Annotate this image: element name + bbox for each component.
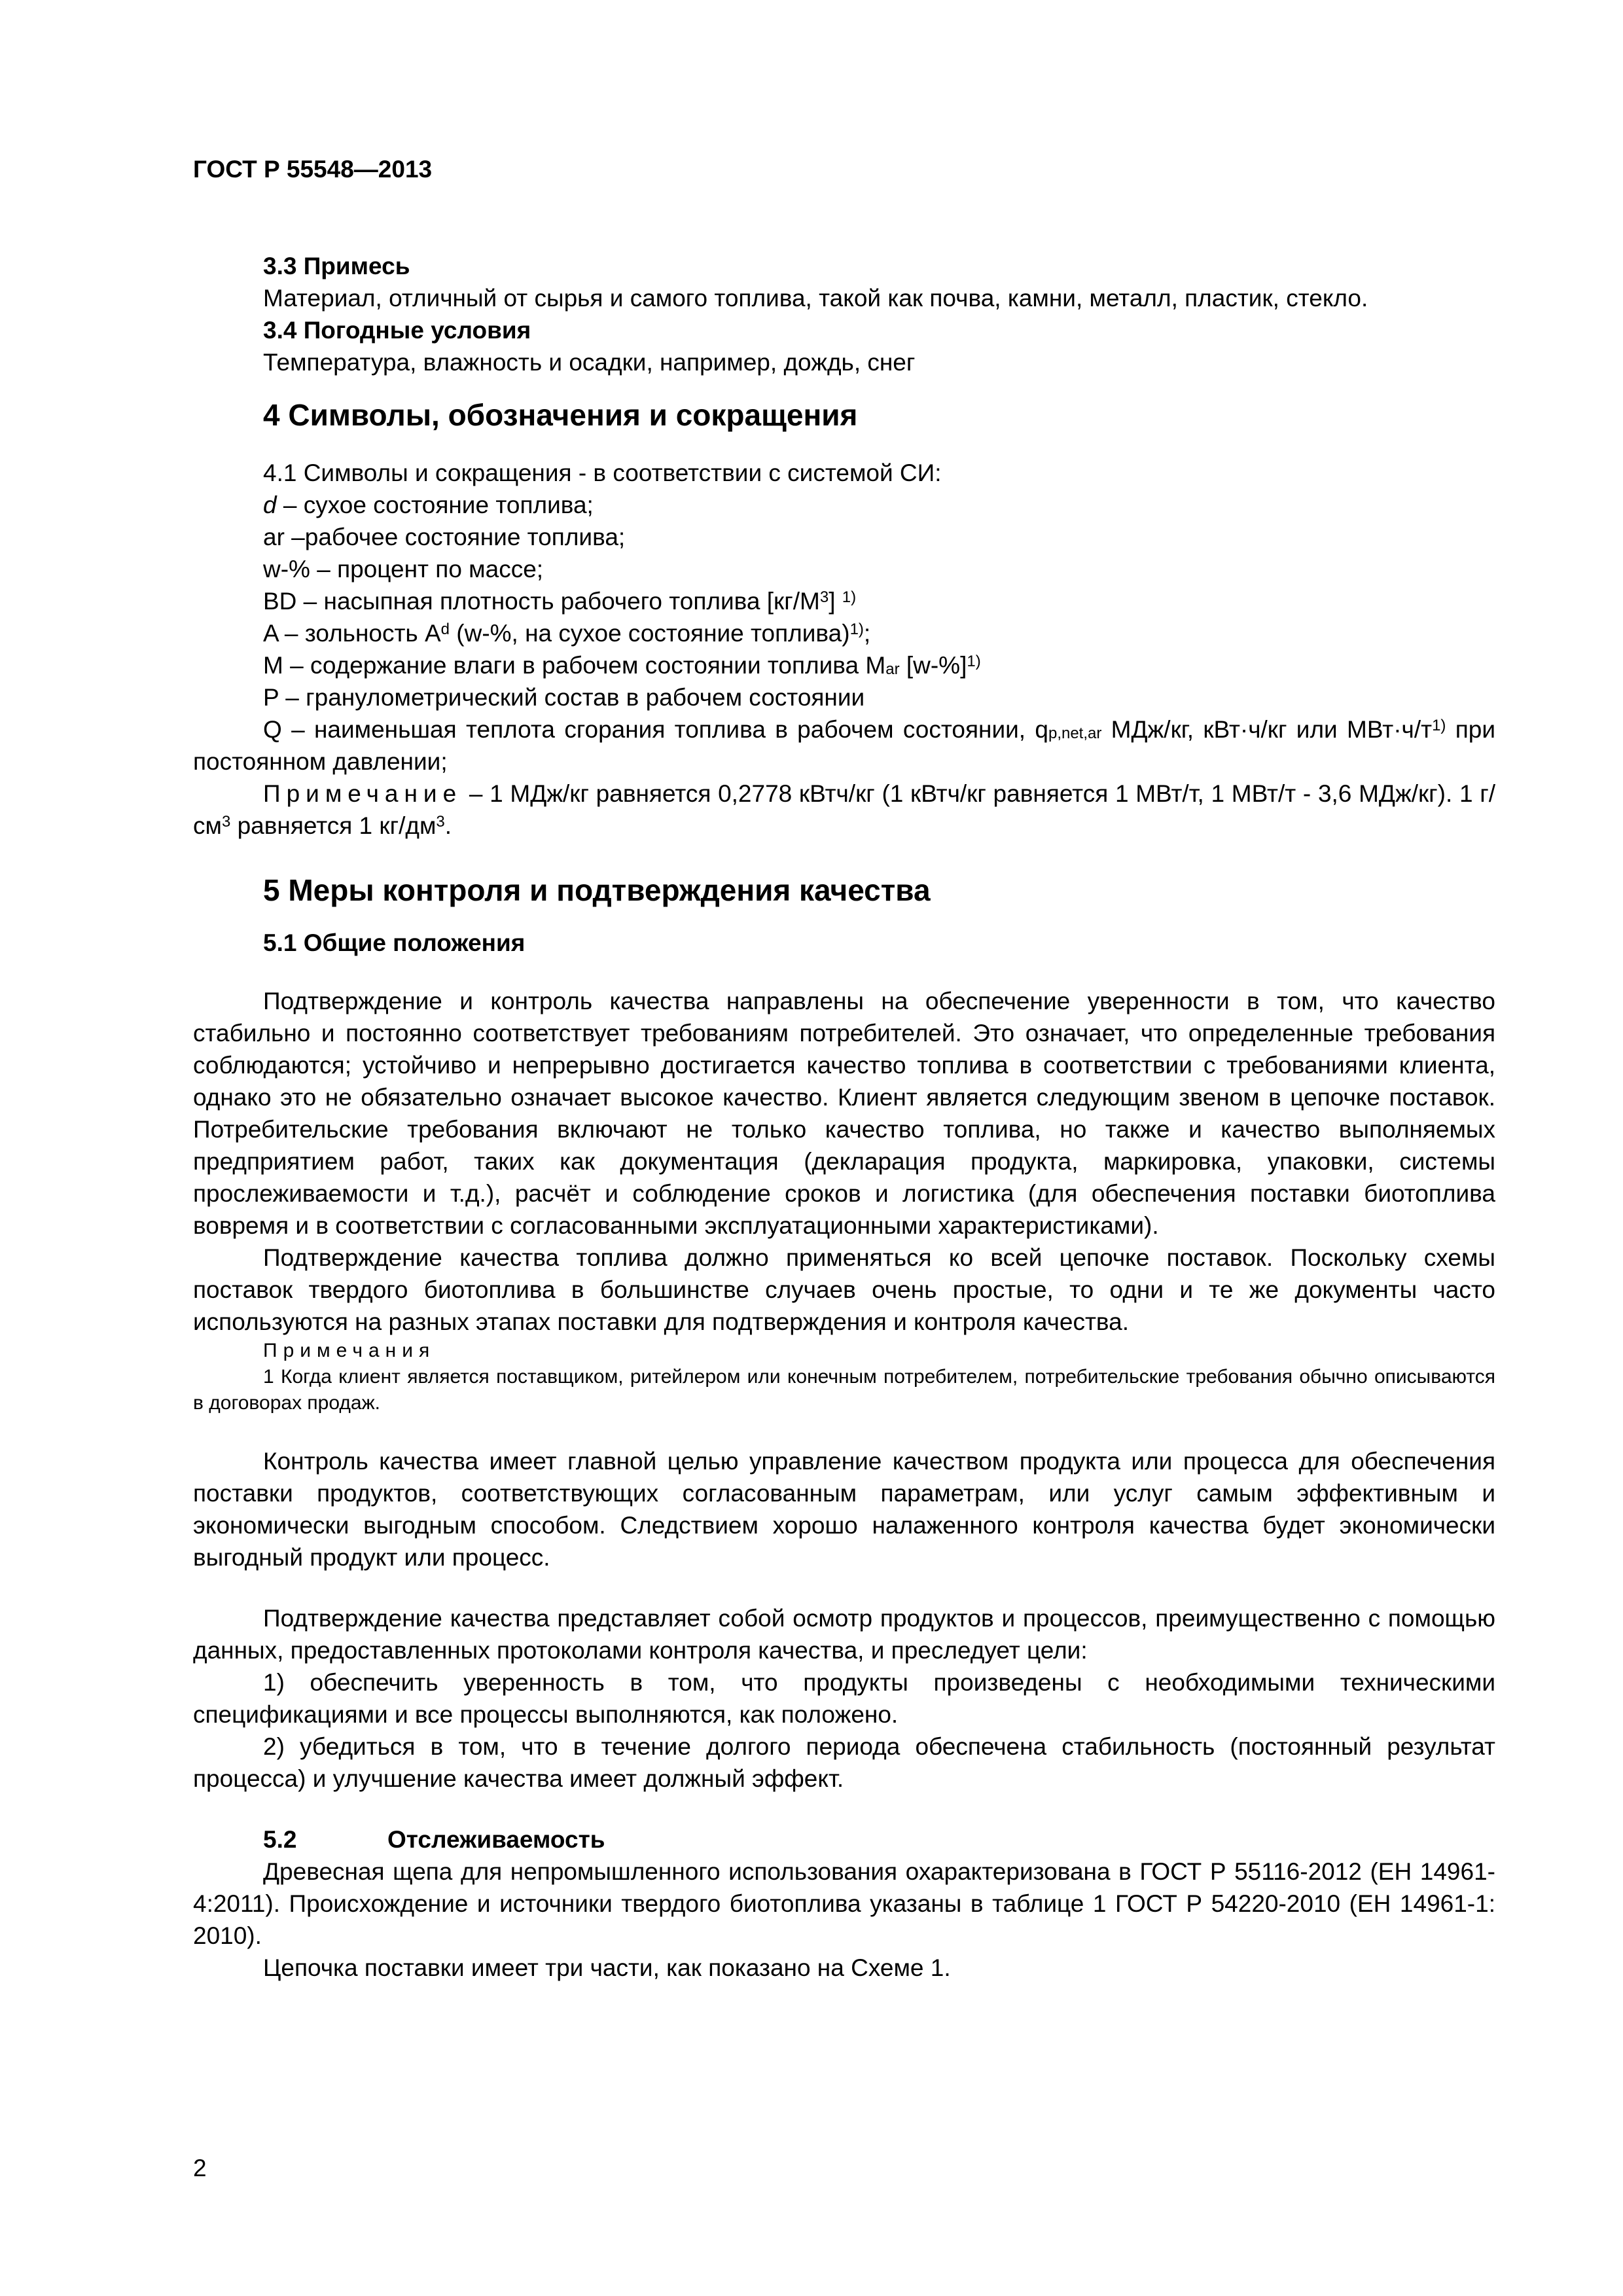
section-5-1-title: 5.1 Общие положения: [263, 929, 526, 956]
symbol-ar-line: ar –рабочее состояние топлива;: [263, 524, 626, 550]
section-3-3-title: 3.3 Примесь: [263, 253, 410, 279]
symbol-q-line: Q – наименьшая теплота сгорания топлива в рабочем состоянии, $q_{p,net,ar}$ МДж/кг, кВт·ч/кг или $МВт\cdot ч/т^{1)}$ при постоянном давлении;: [193, 716, 1496, 775]
section-5-1-paragraph-2: Подтверждение качества топлива должно применяться ко всей цепочке поставок. Поскольку схемы поставок твердого биотоплива в большинстве случаев очень простые, то одни и те же документы часто используются на разных этапах поставки для подтверждения и контроля качества.: [193, 1244, 1495, 1335]
footnote-ref: 1): [967, 653, 981, 670]
notes-label: Примечания: [263, 1340, 436, 1361]
section-5-2-paragraph-2: Цепочка поставки имеет три части, как показано на Схеме 1.: [263, 1954, 951, 1981]
symbol-p-line: P – гранулометрический состав в рабочем состоянии: [263, 684, 865, 711]
document-code-header: ГОСТ Р 55548—2013: [193, 156, 433, 183]
footnote-ref: 1): [849, 620, 864, 638]
section-4-1-intro: 4.1 Символы и сокращения - в соответствии с системой СИ:: [263, 459, 942, 486]
symbol-w-line: w-% – процент по массе;: [263, 556, 544, 583]
section-3-4-title: 3.4 Погодные условия: [263, 317, 531, 344]
section-5-1-goal-2: 2) убедиться в том, что в течение долгого периода обеспечена стабильность (постоянный результат процесса) и улучшение качества имеет должный эффект.: [193, 1733, 1495, 1792]
section-5-1-paragraph-4: Подтверждение качества представляет собой осмотр продуктов и процессов, преимущественно с помощью данных, предоставленных протоколами контроля качества, и преследует цели:: [193, 1605, 1495, 1664]
symbol-d-line: d – сухое состояние топлива;: [263, 492, 594, 518]
page-content: [193, 250, 1495, 1984]
section-5-2-title: 5.2 Отслеживаемость: [263, 1826, 605, 1853]
symbol-m-line: M – содержание влаги в рабочем состоянии топлива $M_{ar}$ $[w-\%]^{1)}$: [263, 652, 981, 679]
section-3-4-body: Температура, влажность и осадки, например, дождь, снег: [263, 349, 916, 376]
footnote-ref: 1): [1432, 717, 1446, 734]
section-3-3-body: Материал, отличный от сырья и самого топлива, такой как почва, камни, металл, пластик, стекло.: [263, 285, 1368, 312]
symbol-bd-line: BD – насыпная плотность рабочего топлива $[кг/М^3]$ $^{1)}$: [263, 588, 857, 615]
symbol-a-line: A – зольность $A^d$ (w-%, на сухое состояние топлива)$^{1)}$;: [263, 620, 871, 647]
section-5-1-goal-1: 1) обеспечить уверенность в том, что продукты произведены с необходимыми техническими спецификациями и все процессы выполняются, как положено.: [193, 1669, 1495, 1728]
symbol-d: d: [263, 492, 277, 518]
section-5-2-paragraph-1: Древесная щепа для непромышленного использования охарактеризована в ГОСТ Р 55116-2012 (ЕН 14961-4:2011). Происхождение и источники твердого биотоплива указаны в таблице 1 ГОСТ Р 54220-2010 (ЕН 14961-1: 2010).: [193, 1858, 1495, 1949]
section-4-heading: 4 Символы, обозначения и сокращения: [263, 398, 858, 432]
section-5-1-paragraph-3: Контроль качества имеет главной целью управление качеством продукта или процесса для обеспечения поставки продуктов, соответствующих согласованным параметрам, или услуг самым эффективным и экономически выгодным способом. Следствием хорошо налаженного контроля качества будет экономически выгодный продукт или процесс.: [193, 1448, 1495, 1571]
note-label: Примечание: [263, 780, 463, 807]
section-4-note: Примечание – 1 МДж/кг равняется 0,2778 кВтч/кг (1 кВтч/кг равняется 1 МВт/т, 1 МВт/т - 3,6 МДж/кг). 1 $г/см^3$ равняется 1 $кг/дм^3$.: [193, 780, 1495, 839]
section-5-1-paragraph-1: Подтверждение и контроль качества направлены на обеспечение уверенности в том, что качество стабильно и постоянно соответствует требованиям потребителей. Это означает, что определенные требования соблюдаются; устойчиво и непрерывно достигается качество топлива в соответствии с требованиями клиента, однако это не обязательно означает высокое качество. Клиент является следующим звеном в цепочке поставок. Потребительские требования включают не только качество топлива, но также и качество выполняемых предприятием работ, таких как документация (декларация продукта, маркировка, упаковки, системы прослеживаемости и т.д.), расчёт и соблюдение сроков и логистика (для обеспечения поставки биотоплива вовремя и в соответствии с согласованными эксплуатационными характеристиками).: [193, 988, 1495, 1239]
note-1: 1 Когда клиент является поставщиком, ритейлером или конечным потребителем, потребительские требования обычно описываются в договорах продаж.: [193, 1366, 1495, 1414]
footnote-ref: 1): [842, 588, 857, 606]
page-number: 2: [193, 2155, 207, 2181]
section-5-heading: 5 Меры контроля и подтверждения качества: [263, 873, 931, 907]
